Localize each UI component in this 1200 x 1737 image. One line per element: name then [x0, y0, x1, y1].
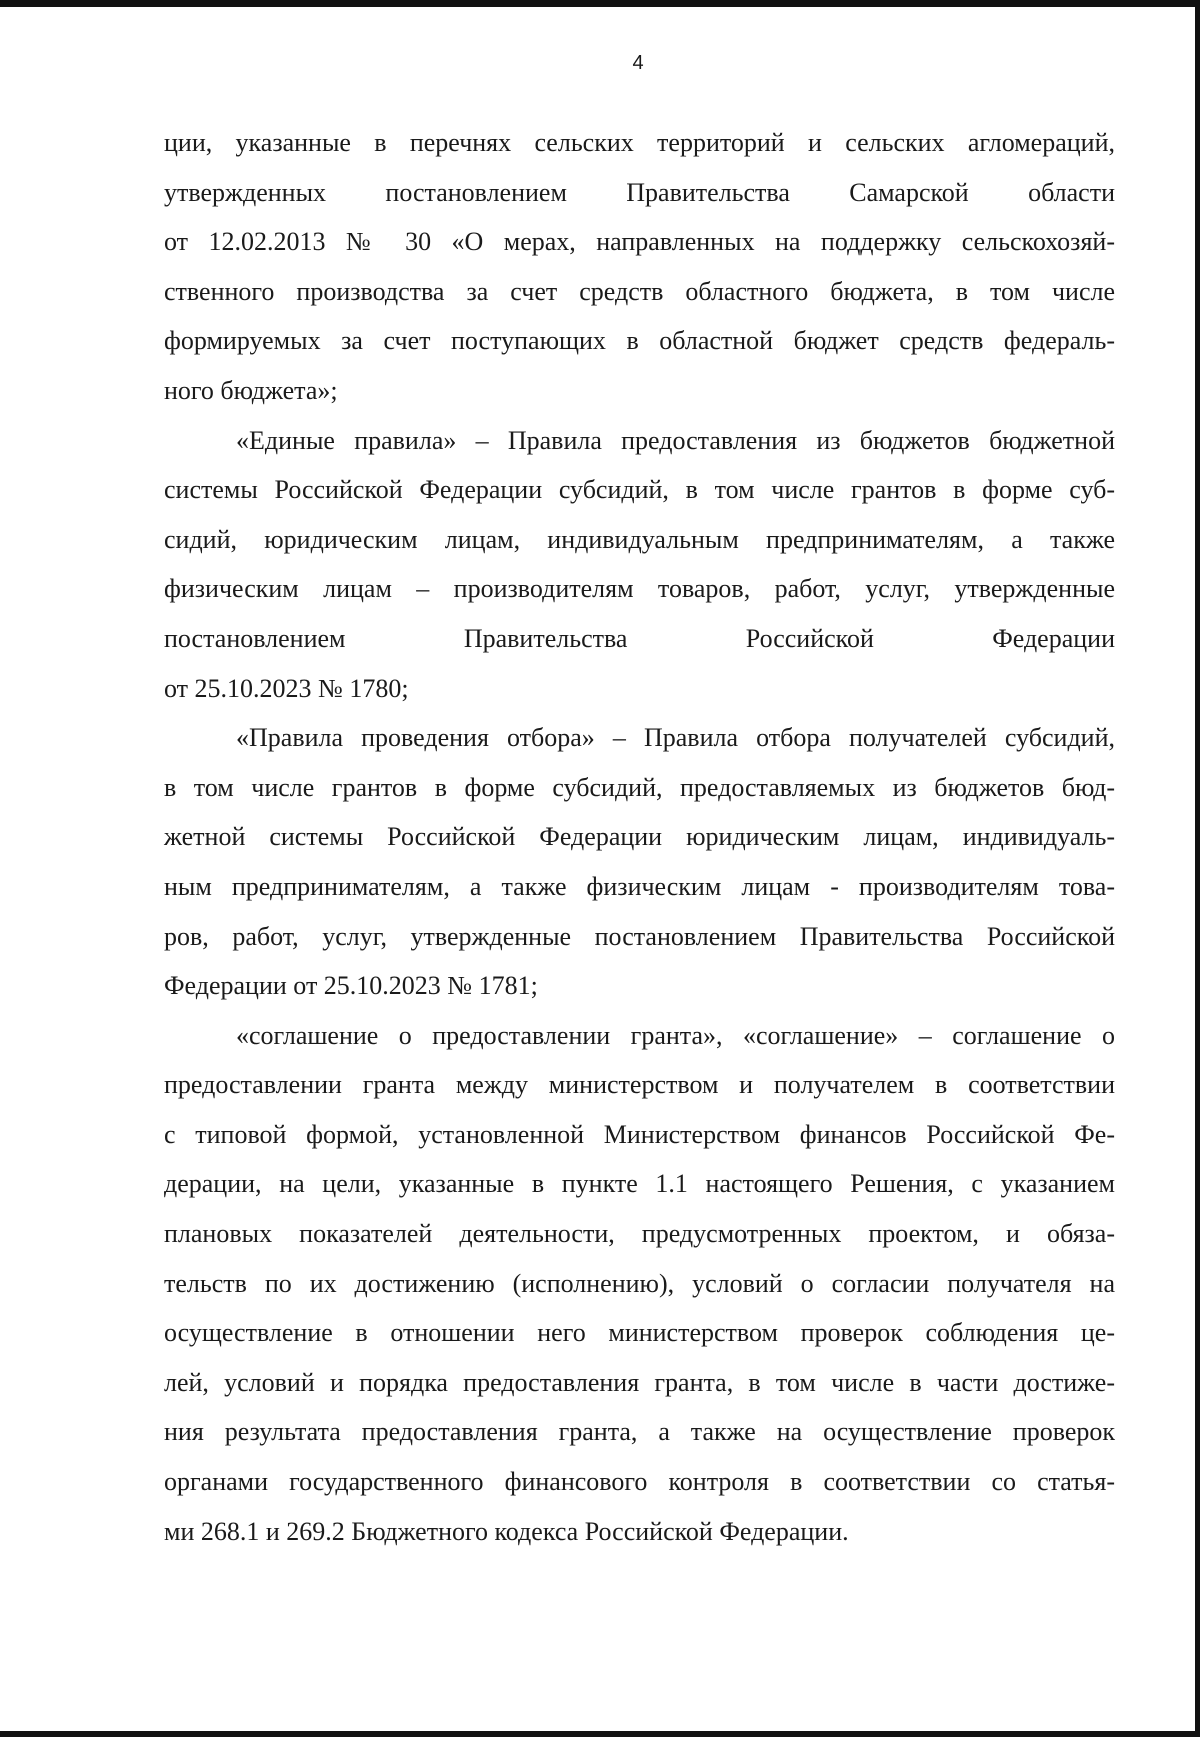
- paragraph-selection-rules: [164, 713, 1115, 1011]
- text-line: постановлением Правительства Российской Федерации: [164, 623, 1115, 653]
- document-body: [164, 118, 1115, 1556]
- text-line: «Правила проведения отбора» – Правила отбора получателей субсидий,: [236, 723, 1115, 753]
- text-line: ми 268.1 и 269.2 Бюджетного кодекса Российской Федерации.: [164, 1516, 849, 1546]
- paragraph-grant-agreement: [164, 1011, 1115, 1557]
- text-line: физическим лицам – производителям товаров, работ, услуг, утвержденные: [164, 574, 1115, 604]
- scan-border-top: [0, 0, 1200, 7]
- text-line: предоставлении гранта между министерством и получателем в соответствии: [164, 1070, 1115, 1100]
- text-line: от 25.10.2023 № 1780;: [164, 673, 409, 703]
- text-line: «соглашение о предоставлении гранта», «соглашение» – соглашение о: [236, 1020, 1115, 1050]
- text-line: ции, указанные в перечнях сельских территорий и сельских агломераций,: [164, 128, 1115, 157]
- text-line: осуществление в отношении него министерством проверок соблюдения це-: [164, 1318, 1115, 1348]
- text-line: ния результата предоставления гранта, а также на осуществление проверок: [164, 1417, 1115, 1447]
- text-line: с типовой формой, установленной Министерством финансов Российской Фе-: [164, 1119, 1115, 1149]
- text-line: от 12.02.2013 № 30 «О мерах, направленных на поддержку сельскохозяй-: [164, 227, 1115, 257]
- text-line: утвержденных постановлением Правительства Самарской области: [164, 177, 1115, 207]
- text-line: «Единые правила» – Правила предоставления из бюджетов бюджетной: [236, 425, 1115, 455]
- text-line: ным предпринимателям, а также физическим лицам - производителям това-: [164, 871, 1115, 901]
- text-line: плановых показателей деятельности, предусмотренных проектом, и обяза-: [164, 1219, 1115, 1249]
- paragraph: [164, 118, 1115, 416]
- text-line: ров, работ, услуг, утвержденные постановлением Правительства Российской: [164, 921, 1115, 951]
- text-line: ственного производства за счет средств областного бюджета, в том числе: [164, 276, 1115, 306]
- text-line: в том числе грантов в форме субсидий, предоставляемых из бюджетов бюд-: [164, 772, 1115, 802]
- page-number: 4: [632, 52, 644, 74]
- text-line: сидий, юридическим лицам, индивидуальным предпринимателям, а также: [164, 524, 1115, 554]
- text-line: дерации, на цели, указанные в пункте 1.1 настоящего Решения, с указанием: [164, 1169, 1115, 1199]
- text-line: формируемых за счет поступающих в областной бюджет средств федераль-: [164, 326, 1115, 356]
- text-line: Федерации от 25.10.2023 № 1781;: [164, 971, 538, 1001]
- paragraph-unified-rules: [164, 416, 1115, 714]
- text-line: ного бюджета»;: [164, 375, 338, 405]
- text-line: тельств по их достижению (исполнению), условий о согласии получателя на: [164, 1268, 1115, 1298]
- text-line: жетной системы Российской Федерации юридическим лицам, индивидуаль-: [164, 822, 1115, 852]
- text-line: органами государственного финансового контроля в соответствии со статья-: [164, 1467, 1115, 1497]
- scan-border-bottom: [0, 1731, 1200, 1737]
- text-line: лей, условий и порядка предоставления гранта, в том числе в части достиже-: [164, 1367, 1115, 1397]
- text-line: системы Российской Федерации субсидий, в том числе грантов в форме суб-: [164, 475, 1115, 505]
- scan-border-right: [1195, 0, 1200, 1737]
